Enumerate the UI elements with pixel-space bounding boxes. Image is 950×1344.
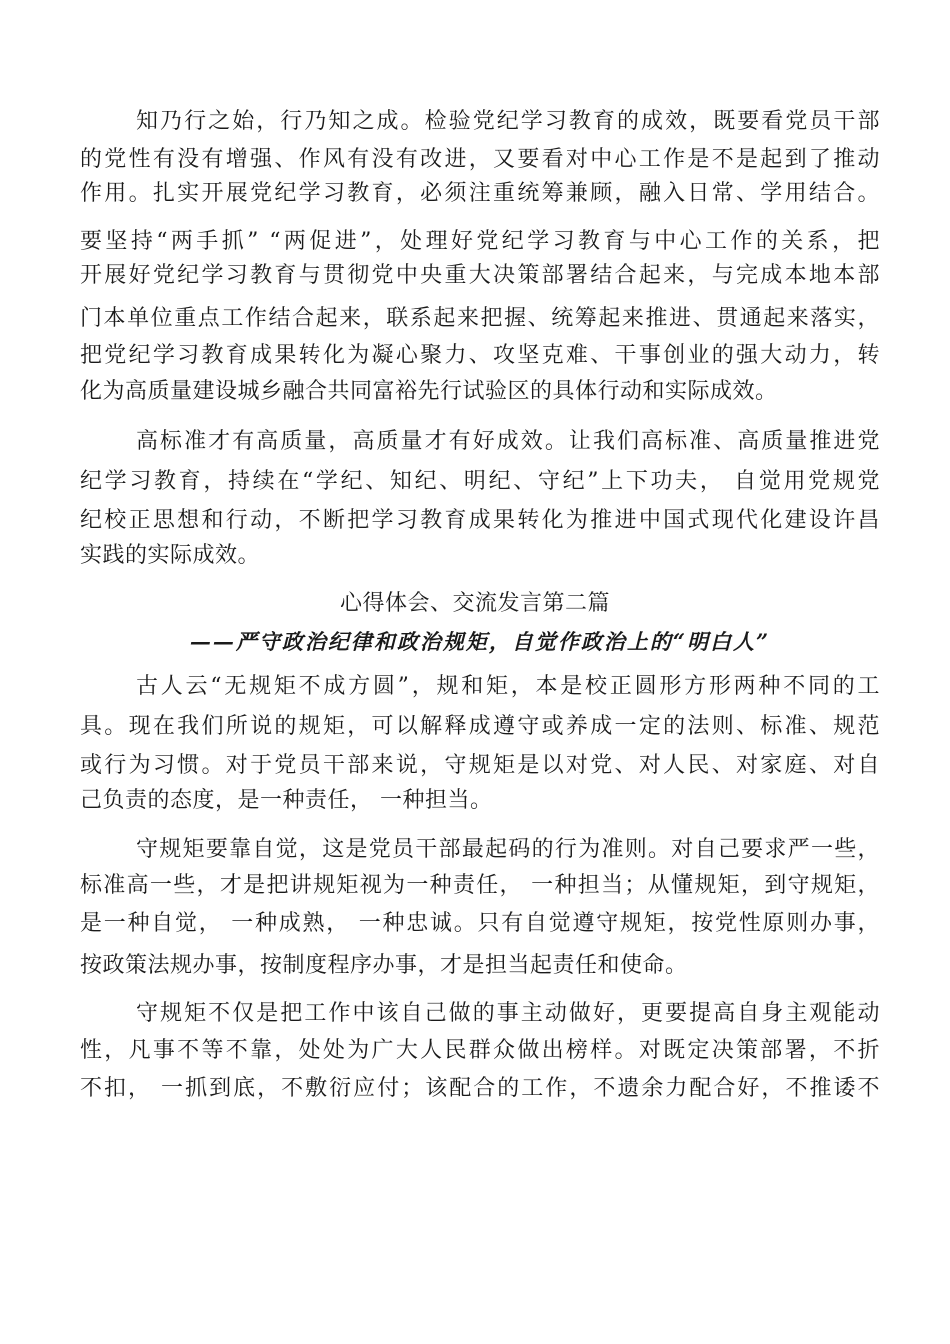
paragraph-1-line-6: 门本单位重点工作结合起来，联系起来把握、统筹起来推进、贯通起来落实， bbox=[80, 306, 880, 331]
paragraph-4-line-3: 是一种自觉， 一种成熟， 一种忠诚。只有自觉遵守规矩，按党性原则办事， bbox=[80, 911, 880, 936]
paragraph-1-line-1: 知乃行之始，行乃知之成。检验党纪学习教育的成效，既要看党员干部 bbox=[136, 109, 880, 134]
paragraph-5-line-3: 不扣， 一抓到底，不敷衍应付；该配合的工作，不遗余力配合好，不推诿不 bbox=[80, 1076, 880, 1101]
paragraph-3-line-2: 具。现在我们所说的规矩，可以解释成遵守或养成一定的法则、标准、规范 bbox=[80, 714, 880, 739]
paragraph-4-line-2: 标准高一些，才是把讲规矩视为一种责任， 一种担当；从懂规矩，到守规矩， bbox=[80, 873, 880, 898]
paragraph-4-line-1: 守规矩要靠自觉，这是党员干部最起码的行为准则。对自己要求严一些， bbox=[136, 837, 880, 862]
paragraph-2-line-1: 高标准才有高质量，高质量才有好成效。让我们高标准、高质量推进党 bbox=[136, 429, 880, 454]
paragraph-5-line-1: 守规矩不仅是把工作中该自己做的事主动做好，更要提高自身主观能动 bbox=[136, 1001, 880, 1026]
section-subtitle: ——严守政治纪律和政治规矩，自觉作政治上的“明白人” bbox=[189, 629, 771, 654]
paragraph-1-line-7: 把党纪学习教育成果转化为凝心聚力、攻坚克难、干事创业的强大动力，转 bbox=[80, 343, 880, 368]
paragraph-2-line-4: 实践的实际成效。 bbox=[80, 543, 261, 568]
paragraph-1-line-3: 作用。扎实开展党纪学习教育，必须注重统筹兼顾，融入日常、学用结合。 bbox=[80, 181, 880, 206]
paragraph-1-line-5: 开展好党纪学习教育与贯彻党中央重大决策部署结合起来，与完成本地本部 bbox=[80, 263, 880, 288]
paragraph-3-line-1: 古人云“无规矩不成方圆”，规和矩，本是校正圆形方形两种不同的工 bbox=[136, 674, 880, 699]
paragraph-1-line-4: 要坚持“两手抓” “两促进”，处理好党纪学习教育与中心工作的关系，把 bbox=[80, 229, 880, 254]
paragraph-3-line-3: 或行为习惯。对于党员干部来说，守规矩是以对党、对人民、对家庭、对自 bbox=[80, 753, 880, 778]
paragraph-4-line-4: 按政策法规办事，按制度程序办事，才是担当起责任和使命。 bbox=[80, 953, 688, 978]
paragraph-5-line-2: 性，凡事不等不靠，处处为广大人民群众做出榜样。对既定决策部署，不折 bbox=[80, 1038, 880, 1063]
paragraph-3-line-4: 己负责的态度，是一种责任， 一种担当。 bbox=[80, 788, 493, 813]
paragraph-2-line-2: 纪学习教育，持续在“学纪、知纪、明纪、守纪”上下功夫， 自觉用党规党 bbox=[80, 469, 880, 494]
section-title: 心得体会、交流发言第二篇 bbox=[339, 591, 610, 616]
paragraph-1-line-2: 的党性有没有增强、作风有没有改进，又要看对中心工作是不是起到了推动 bbox=[80, 147, 880, 172]
paragraph-2-line-3: 纪校正思想和行动，不断把学习教育成果转化为推进中国式现代化建设许昌 bbox=[80, 508, 880, 533]
paragraph-1-line-8: 化为高质量建设城乡融合共同富裕先行试验区的具体行动和实际成效。 bbox=[80, 379, 778, 404]
